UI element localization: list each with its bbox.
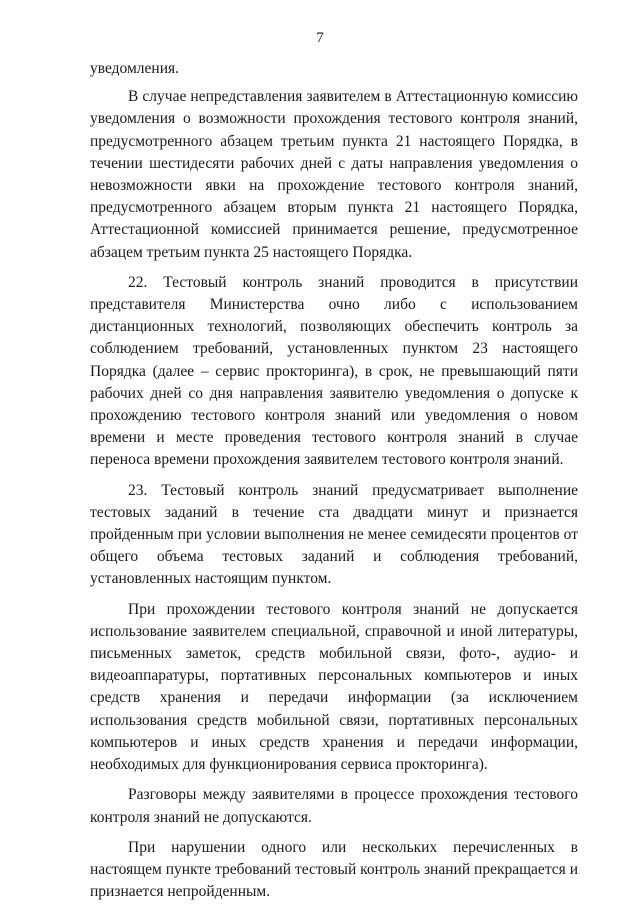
paragraph-item-23: 23. Тестовый контроль знаний предусматривает выполнение тестовых заданий в течение ста двадцати минут и признается пройденным при условии выполнения не менее семидесяти процентов от общего объема тестовых заданий и соблюдения требований, установленных настоящим пунктом.	[90, 481, 578, 588]
paragraph-violations: При нарушении одного или нескольких перечисленных в настоящем пункте требований тестовый контроль знаний прекращается и признается непройденным.	[90, 838, 578, 901]
paragraph-continuation: уведомления.	[90, 60, 180, 77]
document-body	[90, 58, 578, 911]
page-number: 7	[316, 30, 324, 46]
paragraph-prohibited-items: При прохождении тестового контроля знаний не допускается использование заявителем специальной, справочной и иной литературы, письменных заметок, средств мобильной связи, фото-, аудио- и видеоаппаратуры, портативных персональных компьютеров и иных средств хранения и передачи информации (за исключением использования средств мобильной связи, портативных персональных компьютеров и иных средств хранения и передачи информации, необходимых для функционирования сервиса прокторинга).	[90, 600, 578, 774]
paragraph-item-22: 22. Тестовый контроль знаний проводится в присутствии представителя Министерства очно либо с использованием дистанционных технологий, позволяющих обеспечить контроль за соблюдением требований, установленных пунктом 23 настоящего Порядка (далее – сервис прокторинга), в срок, не превышающий пяти рабочих дней со дня направления заявителю уведомления о допуске к прохождению тестового контроля знаний или уведомления о новом времени и месте проведения тестового контроля знаний в случае переноса времени прохождения заявителем тестового контроля знаний.	[90, 273, 578, 469]
paragraph-non-submission: В случае непредставления заявителем в Аттестационную комиссию уведомления о возможности прохождения тестового контроля знаний, предусмотренного абзацем третьим пункта 21 настоящего Порядка, в течении шестидесяти рабочих дней с даты направления уведомления о невозможности явки на прохождение тестового контроля знаний, предусмотренного абзацем вторым пункта 21 настоящего Порядка, Аттестационной комиссией принимается решение, предусмотренное абзацем третьим пункта 25 настоящего Порядка.	[90, 88, 578, 261]
paragraph-conversations: Разговоры между заявителями в процессе прохождения тестового контроля знаний не допускаются.	[90, 786, 578, 826]
